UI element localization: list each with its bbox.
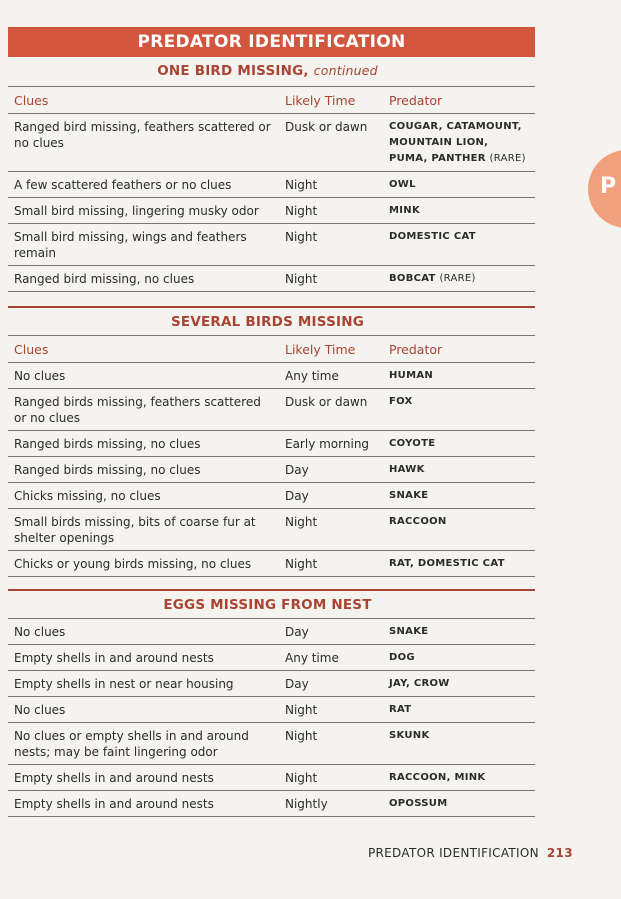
predator-cell bbox=[383, 114, 535, 172]
table-row bbox=[8, 172, 535, 198]
predator-note: (RARE) bbox=[489, 153, 526, 164]
page-banner: PREDATOR IDENTIFICATION bbox=[8, 27, 535, 57]
table-row bbox=[8, 645, 535, 671]
predator-name: COYOTE bbox=[389, 438, 436, 449]
section-tab-letter: P bbox=[600, 174, 617, 199]
section-title-several-birds bbox=[0, 314, 535, 330]
table-row bbox=[8, 224, 535, 266]
clue-cell: No clues bbox=[8, 363, 279, 389]
predator-cell bbox=[383, 619, 535, 645]
predator-name: SNAKE bbox=[389, 490, 429, 501]
table-row bbox=[8, 363, 535, 389]
col-header-clues: Clues bbox=[8, 87, 279, 114]
table-several-birds bbox=[8, 335, 535, 577]
predator-cell bbox=[383, 266, 535, 292]
table-row bbox=[8, 619, 535, 645]
predator-name: RAT, DOMESTIC CAT bbox=[389, 558, 505, 569]
section-divider bbox=[8, 306, 535, 308]
section-title-suffix: continued bbox=[313, 63, 378, 78]
running-title: PREDATOR IDENTIFICATION bbox=[368, 846, 539, 860]
time-cell: Day bbox=[279, 671, 383, 697]
predator-name: DOMESTIC CAT bbox=[389, 231, 476, 242]
time-cell: Night bbox=[279, 765, 383, 791]
predator-name: BOBCAT bbox=[389, 273, 436, 284]
time-cell: Nightly bbox=[279, 791, 383, 817]
predator-note: (RARE) bbox=[439, 273, 476, 284]
predator-cell bbox=[383, 431, 535, 457]
predator-name: JAY, CROW bbox=[389, 678, 450, 689]
time-cell: Day bbox=[279, 457, 383, 483]
predator-cell bbox=[383, 457, 535, 483]
col-header-predator: Predator bbox=[383, 336, 535, 363]
time-cell: Day bbox=[279, 483, 383, 509]
time-cell: Any time bbox=[279, 645, 383, 671]
clue-cell: Small birds missing, bits of coarse fur at shelter openings bbox=[8, 509, 279, 551]
clue-cell: Ranged bird missing, feathers scattered or no clues bbox=[8, 114, 279, 172]
predator-name: OPOSSUM bbox=[389, 798, 448, 809]
clue-cell: Empty shells in nest or near housing bbox=[8, 671, 279, 697]
predator-cell bbox=[383, 198, 535, 224]
time-cell: Dusk or dawn bbox=[279, 114, 383, 172]
predator-cell bbox=[383, 765, 535, 791]
table-row bbox=[8, 509, 535, 551]
clue-cell: Empty shells in and around nests bbox=[8, 765, 279, 791]
time-cell: Early morning bbox=[279, 431, 383, 457]
predator-cell bbox=[383, 671, 535, 697]
predator-name: OWL bbox=[389, 179, 416, 190]
predator-name: HAWK bbox=[389, 464, 425, 475]
table-row bbox=[8, 198, 535, 224]
predator-name: SKUNK bbox=[389, 730, 430, 741]
section-title-text: ONE BIRD MISSING, bbox=[157, 63, 309, 79]
table-row bbox=[8, 114, 535, 172]
predator-cell bbox=[383, 791, 535, 817]
clue-cell: Small bird missing, lingering musky odor bbox=[8, 198, 279, 224]
clue-cell: Empty shells in and around nests bbox=[8, 791, 279, 817]
clue-cell: Chicks or young birds missing, no clues bbox=[8, 551, 279, 577]
clue-cell: No clues or empty shells in and around nests; may be faint lingering odor bbox=[8, 723, 279, 765]
clue-cell: Small bird missing, wings and feathers remain bbox=[8, 224, 279, 266]
time-cell: Night bbox=[279, 509, 383, 551]
section-title-text: EGGS MISSING FROM NEST bbox=[163, 597, 372, 613]
table-row bbox=[8, 671, 535, 697]
predator-cell bbox=[383, 483, 535, 509]
col-header-time: Likely Time bbox=[279, 87, 383, 114]
predator-cell bbox=[383, 697, 535, 723]
clue-cell: Empty shells in and around nests bbox=[8, 645, 279, 671]
clue-cell: Ranged birds missing, feathers scattered or no clues bbox=[8, 389, 279, 431]
time-cell: Night bbox=[279, 172, 383, 198]
table-row bbox=[8, 697, 535, 723]
predator-name: MINK bbox=[389, 205, 420, 216]
time-cell: Night bbox=[279, 551, 383, 577]
predator-name: RAT bbox=[389, 704, 412, 715]
predator-cell bbox=[383, 723, 535, 765]
predator-name: FOX bbox=[389, 396, 413, 407]
section-title-eggs bbox=[0, 597, 535, 613]
time-cell: Night bbox=[279, 266, 383, 292]
time-cell: Night bbox=[279, 224, 383, 266]
section-title-one-bird bbox=[0, 63, 535, 79]
section-divider bbox=[8, 589, 535, 591]
table-row bbox=[8, 723, 535, 765]
predator-cell bbox=[383, 389, 535, 431]
clue-cell: No clues bbox=[8, 619, 279, 645]
time-cell: Night bbox=[279, 723, 383, 765]
page-footer bbox=[368, 846, 573, 860]
section-title-text: SEVERAL BIRDS MISSING bbox=[171, 314, 364, 330]
time-cell: Day bbox=[279, 619, 383, 645]
predator-cell bbox=[383, 551, 535, 577]
col-header-predator: Predator bbox=[383, 87, 535, 114]
table-row bbox=[8, 431, 535, 457]
clue-cell: Ranged birds missing, no clues bbox=[8, 431, 279, 457]
col-header-time: Likely Time bbox=[279, 336, 383, 363]
predator-cell bbox=[383, 509, 535, 551]
table-row bbox=[8, 483, 535, 509]
predator-cell bbox=[383, 224, 535, 266]
clue-cell: Ranged bird missing, no clues bbox=[8, 266, 279, 292]
time-cell: Dusk or dawn bbox=[279, 389, 383, 431]
predator-cell bbox=[383, 363, 535, 389]
predator-cell bbox=[383, 172, 535, 198]
predator-name: COUGAR, CATAMOUNT, MOUNTAIN LION, PUMA, PANTHER bbox=[389, 121, 522, 164]
col-header-clues: Clues bbox=[8, 336, 279, 363]
table-row bbox=[8, 266, 535, 292]
table-one-bird bbox=[8, 86, 535, 292]
table-row bbox=[8, 791, 535, 817]
predator-name: RACCOON bbox=[389, 516, 447, 527]
table-row bbox=[8, 457, 535, 483]
predator-name: DOG bbox=[389, 652, 415, 663]
time-cell: Any time bbox=[279, 363, 383, 389]
table-row bbox=[8, 551, 535, 577]
predator-name: SNAKE bbox=[389, 626, 429, 637]
section-tab bbox=[588, 150, 621, 228]
clue-cell: Chicks missing, no clues bbox=[8, 483, 279, 509]
clue-cell: Ranged birds missing, no clues bbox=[8, 457, 279, 483]
time-cell: Night bbox=[279, 697, 383, 723]
time-cell: Night bbox=[279, 198, 383, 224]
predator-name: HUMAN bbox=[389, 370, 434, 381]
predator-cell bbox=[383, 645, 535, 671]
table-row bbox=[8, 389, 535, 431]
clue-cell: A few scattered feathers or no clues bbox=[8, 172, 279, 198]
table-row bbox=[8, 765, 535, 791]
clue-cell: No clues bbox=[8, 697, 279, 723]
page-number: 213 bbox=[546, 846, 573, 860]
predator-name: RACCOON, MINK bbox=[389, 772, 486, 783]
table-eggs bbox=[8, 618, 535, 817]
